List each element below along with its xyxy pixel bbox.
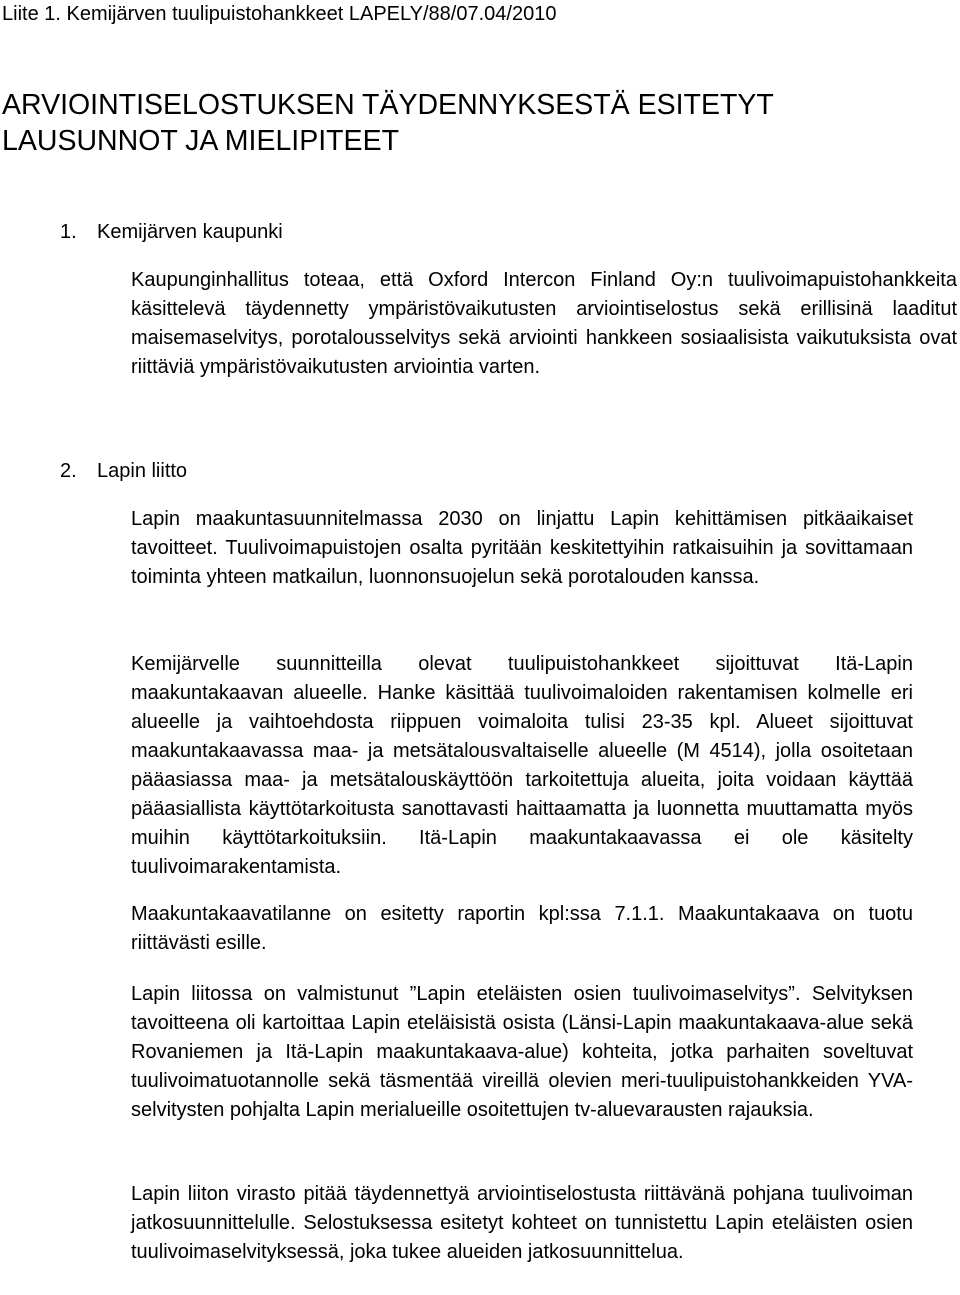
section-number: 2. (60, 460, 77, 482)
paragraph-maakuntakaavatilanne: Maakuntakaavatilanne on esitetty raportin kpl:ssa 7.1.1. Maakuntakaava on tuotu riittävästi esille. (131, 903, 913, 954)
section-title: Lapin liitto (97, 460, 188, 482)
paragraph-maakuntasuunnitelma: Lapin maakuntasuunnitelmassa 2030 on linjattu Lapin kehittämisen pitkäaikaiset tavoitteet. Tuulivoimapuistojen osalta pyritään keskitettyihin ratkaisuihin ja sovittamaan toiminta yhteen matkailun, luonnonsuojelun sekä porotalouden kanssa. (131, 508, 913, 588)
paragraph-lapin-liiton-virasto: Lapin liiton virasto pitää täydennettyä arviointiselostusta riittävänä pohjana tuulivoiman jatkosuunnittelulle. Selostuksessa esitetyt kohteet on tunnistettu Lapin eteläisten osien tuulivoimaselvityksessä, joka tukee alueiden jatkosuunnittelua. (131, 1183, 913, 1263)
section-title: Kemijärven kaupunki (97, 221, 283, 243)
section-heading-lapin-liitto (60, 459, 187, 483)
document-header: Liite 1. Kemijärven tuulipuistohankkeet LAPELY/88/07.04/2010 (2, 3, 557, 25)
title-line-1: ARVIOINTISELOSTUKSEN TÄYDENNYKSESTÄ ESITETYT (2, 89, 774, 121)
section-heading-kemijarven-kaupunki (60, 220, 283, 244)
paragraph-kaupunginhallitus: Kaupunginhallitus toteaa, että Oxford Intercon Finland Oy:n tuulivoimapuistohankkeita käsittelevä täydennetty ympäristövaikutusten arviointiselostus sekä erillisinä laaditut maisemaselvitys, porotalousselvitys sekä arviointi hankkeen sosiaalisista vaikutuksista ovat riittäviä ympäristövaikutusten arviointia varten. (131, 269, 957, 378)
paragraph-tuulipuistohankkeet: Kemijärvelle suunnitteilla olevat tuulipuistohankkeet sijoittuvat Itä-Lapin maakuntakaavan alueelle. Hanke käsittää tuulivoimaloiden rakentamisen kolmelle eri alueelle ja vaihtoehdosta riippuen voimaloita tulisi 23-35 kpl. Alueet sijoittuvat maakuntakaavassa maa- ja metsätalousvaltaiselle alueelle (M 4514), jolla osoitetaan pääasiassa maa- ja metsätalouskäyttöön tarkoitettuja alueita, joita voidaan käyttää pääasiallista käyttötarkoitusta sanottavasti haittaamatta ja luonnetta muuttamatta myös muihin käyttötarkoituksiin. Itä-Lapin maakuntakaavassa ei ole käsitelty tuulivoimarakentamista. (131, 653, 913, 878)
section-number: 1. (60, 221, 77, 243)
paragraph-tuulivoimaselvitys: Lapin liitossa on valmistunut ”Lapin eteläisten osien tuulivoimaselvitys”. Selvityksen tavoitteena oli kartoittaa Lapin eteläisistä osista (Länsi-Lapin maakuntakaava-alue sekä Rovaniemen ja Itä-Lapin maakuntakaava-alue) kohteita, jotka parhaiten soveltuvat tuulivoimatuotannolle sekä täsmentää vireillä olevien meri-tuulipuistohankkeiden YVA-selvitysten pohjalta Lapin merialueille osoitettujen tv-aluevarausten rajauksia. (131, 983, 913, 1121)
title-line-2: LAUSUNNOT JA MIELIPITEET (2, 125, 399, 157)
document-title (2, 87, 774, 159)
